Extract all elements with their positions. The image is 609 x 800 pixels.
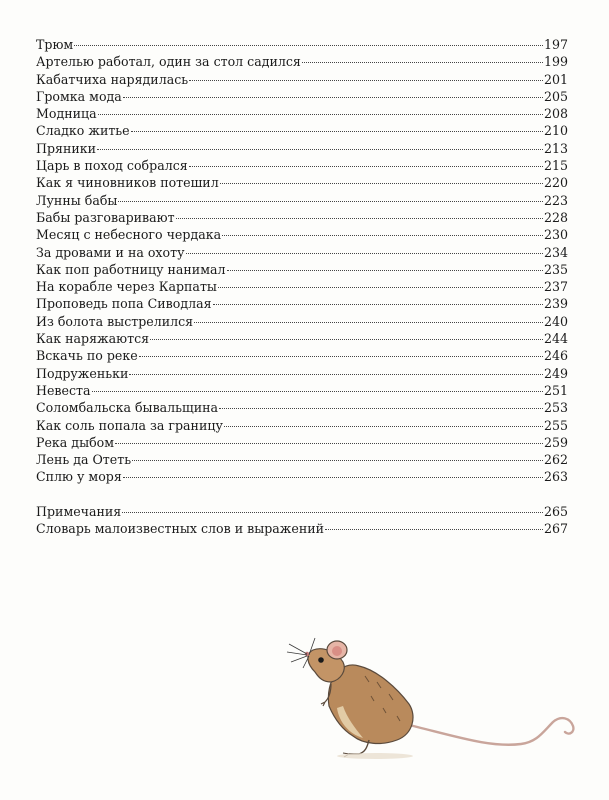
toc-entry[interactable]	[36, 36, 568, 53]
toc-entry-page: 223	[543, 192, 568, 208]
toc-entry-title: Кабатчиха нарядилась	[36, 71, 189, 87]
toc-leader-dots	[131, 127, 543, 132]
toc-entry[interactable]	[36, 244, 568, 261]
toc-leader-dots	[115, 439, 543, 444]
toc-appendix	[36, 503, 568, 538]
mouse-illustration	[285, 636, 595, 786]
toc-gap	[36, 486, 568, 503]
toc-entry-page: 208	[543, 106, 568, 122]
toc-entry-page: 234	[543, 244, 568, 260]
toc-leader-dots	[186, 249, 543, 254]
toc-leader-dots	[224, 422, 543, 427]
toc-entry-page: 213	[543, 140, 568, 156]
toc-entry-title: За дровами и на охоту	[36, 244, 185, 260]
toc-entry-title: Вскачь по реке	[36, 348, 138, 364]
toc-leader-dots	[189, 162, 543, 167]
toc-entry-page: 210	[543, 123, 568, 139]
toc-entry[interactable]	[36, 382, 568, 399]
toc-leader-dots	[219, 404, 543, 409]
toc-entry-page: 205	[543, 88, 568, 104]
toc-entry-page: 199	[543, 54, 568, 70]
toc-entry[interactable]	[36, 365, 568, 382]
toc-entry[interactable]	[36, 313, 568, 330]
toc-leader-dots	[123, 93, 543, 98]
toc-entry-page: 215	[543, 158, 568, 174]
toc-entry-page: 237	[543, 279, 568, 295]
toc-entry-title: Громка мода	[36, 88, 122, 104]
toc-leader-dots	[150, 335, 543, 340]
toc-entry[interactable]	[36, 295, 568, 312]
toc-entry-title: Артелью работал, один за стол садился	[36, 54, 301, 70]
toc-entry[interactable]	[36, 434, 568, 451]
toc-leader-dots	[220, 179, 543, 184]
toc-entry-title: Модница	[36, 106, 97, 122]
toc-entry[interactable]	[36, 261, 568, 278]
toc-entry-title: Река дыбом	[36, 434, 115, 450]
toc-entry-page: 259	[543, 434, 568, 450]
toc-entry-title: Трюм	[36, 37, 74, 52]
toc-entry-page: 235	[543, 261, 568, 277]
toc-entry-page: 220	[543, 175, 568, 191]
toc-entry[interactable]	[36, 417, 568, 434]
toc-entry-title: Соломбальска бывальщина	[36, 400, 219, 416]
toc-entry-page: 239	[543, 296, 568, 312]
toc-leader-dots	[92, 387, 543, 392]
toc-entry[interactable]	[36, 399, 568, 416]
toc-entry-title: Сплю у моря	[36, 469, 122, 485]
toc-leader-dots	[176, 214, 543, 219]
toc-leader-dots	[218, 283, 543, 288]
toc-leader-dots	[302, 58, 543, 63]
toc-entry[interactable]	[36, 192, 568, 209]
toc-entry-page: 230	[543, 227, 568, 243]
toc-leader-dots	[97, 145, 543, 150]
toc-entry-title: Словарь малоизвестных слов и выражений	[36, 521, 325, 537]
toc-entry[interactable]	[36, 140, 568, 157]
toc-leader-dots	[123, 473, 543, 478]
toc-entry[interactable]	[36, 451, 568, 468]
toc-leader-dots	[98, 110, 543, 115]
toc-entry-title: Как я чиновников потешил	[36, 175, 219, 191]
toc-entry-title: Подруженьки	[36, 365, 129, 381]
toc-entry[interactable]	[36, 88, 568, 105]
toc-entry-title: Как поп работницу нанимал	[36, 261, 226, 277]
toc-leader-dots	[325, 525, 543, 530]
toc-entry[interactable]	[36, 520, 568, 537]
toc-entry-title: Царь в поход собрался	[36, 158, 188, 174]
toc-entry-page: 249	[543, 365, 568, 381]
toc-entry[interactable]	[36, 347, 568, 364]
toc-entry[interactable]	[36, 122, 568, 139]
toc-entry[interactable]	[36, 157, 568, 174]
toc-entry-title: Лень да Отеть	[36, 452, 132, 468]
toc-entry-title: Пряники	[36, 140, 97, 156]
toc-entry[interactable]	[36, 468, 568, 485]
toc-entry-page: 251	[543, 382, 568, 398]
toc-entry[interactable]	[36, 53, 568, 70]
toc-entry[interactable]	[36, 226, 568, 243]
toc-entry-page: 201	[543, 71, 568, 87]
toc-entry-title: Бабы разговаривают	[36, 209, 175, 225]
toc-leader-dots	[213, 300, 543, 305]
toc-entry-title: Примечания	[36, 503, 122, 519]
toc-entry-title: Лунны бабы	[36, 192, 118, 208]
toc-leader-dots	[189, 76, 543, 81]
toc-entry-title: Как наряжаются	[36, 331, 150, 347]
toc-entry-title: Проповедь попа Сиводлая	[36, 296, 212, 312]
toc-entry[interactable]	[36, 71, 568, 88]
toc-entry-page: 265	[543, 503, 568, 519]
toc-leader-dots	[122, 508, 543, 513]
table-of-contents	[36, 36, 568, 537]
toc-entry[interactable]	[36, 330, 568, 347]
toc-entry[interactable]	[36, 278, 568, 295]
toc-entry-page: 240	[543, 313, 568, 329]
toc-leader-dots	[139, 352, 543, 357]
toc-entry-page: 253	[543, 400, 568, 416]
toc-leader-dots	[194, 318, 543, 323]
toc-leader-dots	[74, 41, 543, 46]
toc-entry-page: 197	[543, 37, 568, 52]
toc-entry-title: На корабле через Карпаты	[36, 279, 217, 295]
toc-entry[interactable]	[36, 209, 568, 226]
toc-entry[interactable]	[36, 503, 568, 520]
toc-entry-title: Месяц с небесного чердака	[36, 227, 222, 243]
toc-leader-dots	[132, 456, 543, 461]
toc-entry-title: Как соль попала за границу	[36, 417, 223, 433]
toc-leader-dots	[129, 370, 543, 375]
toc-entry-page: 255	[543, 417, 568, 433]
toc-entry-title: Сладко житье	[36, 123, 130, 139]
toc-entry-page: 228	[543, 209, 568, 225]
toc-entry-title: Невеста	[36, 382, 91, 398]
toc-leader-dots	[222, 231, 543, 236]
toc-entry-page: 263	[543, 469, 568, 485]
toc-leader-dots	[227, 266, 543, 271]
toc-entry-page: 244	[543, 331, 568, 347]
toc-entry[interactable]	[36, 174, 568, 191]
toc-entry-page: 246	[543, 348, 568, 364]
toc-entry-page: 262	[543, 452, 568, 468]
toc-entry-title: Из болота выстрелился	[36, 313, 194, 329]
toc-entries	[36, 36, 568, 486]
toc-entry[interactable]	[36, 105, 568, 122]
toc-leader-dots	[118, 197, 543, 202]
toc-entry-page: 267	[543, 521, 568, 537]
